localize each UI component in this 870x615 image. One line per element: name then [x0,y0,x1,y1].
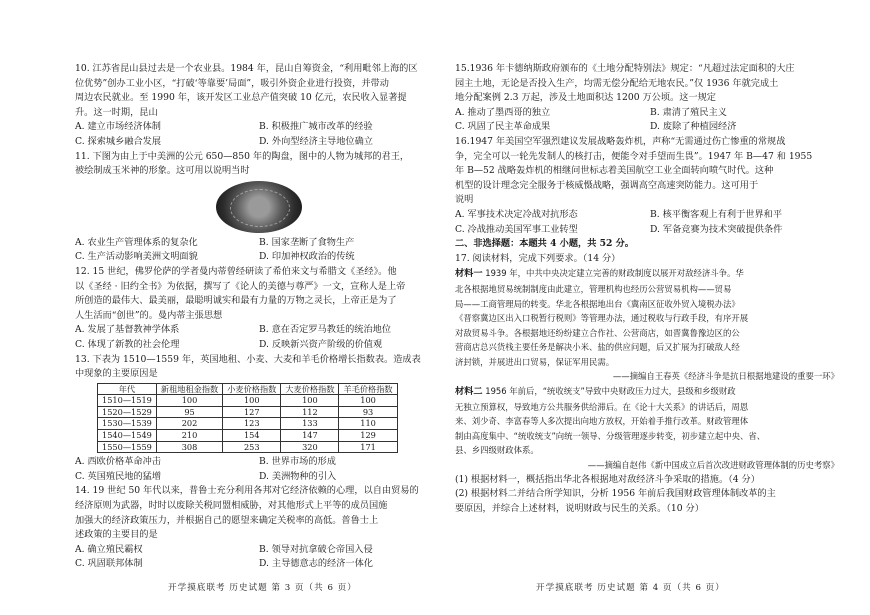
question-12 [75,265,443,353]
material-text: 局——工商管理局的转变。华北各根据地出台《冀南区征收外贸入境税办法》 [455,298,740,309]
question-text: 经济原则为武器，时时以废除关税同盟相威胁，对其他形式上平等的成员国施 [75,500,388,512]
material-text: 制由高度集中、“统收统支”向统一领导、分级管理逐步转变，初步建立起中央、省、 [455,430,766,441]
question-17 [455,252,845,517]
options [75,236,443,265]
option-b: B. 领导对抗拿破仑帝国入侵 [259,543,373,555]
table-cell: 202 [156,418,222,430]
table-cell: 100 [339,395,397,407]
table-header: 大麦价格指数 [281,383,339,395]
material-text: 《晋察冀边区出入口税暂行税则》等管理办法，通过税收与行政手段，有序开展 [455,313,749,324]
option-c: C. 巩固了民主革命成果 [455,121,551,133]
material-text: 北各根据地贸易统制制度由此建立，管理机构也经历公营贸易机构——贸易 [455,283,732,294]
table-header: 新租地租金指数 [156,383,222,395]
table-row [98,418,398,430]
table-row [98,406,398,418]
table-row [98,441,398,453]
table-cell: 1530—1539 [98,418,157,430]
option-b: B. 国家垄断了食物生产 [259,236,355,248]
options [75,120,443,149]
option-a: A. 建立市场经济体制 [75,121,161,133]
question-14 [75,484,443,572]
section-heading: 二、非选择题：本题共 4 小题，共 52 分。 [455,238,634,250]
question-15 [455,62,845,135]
table-cell: 100 [281,395,339,407]
table-row [98,395,398,407]
requirement: (1) 根据材料一，概括指出华北各根据地对敌经济斗争采取的措施。（4 分） [455,473,760,485]
table-cell: 320 [281,441,339,453]
table-cell: 1540—1549 [98,430,157,442]
material-text: 无独立预算权，导致地方公共服务供给滞后。在《论十大关系》的讲话后，周恩 [455,401,749,412]
question-text: 争，完全可以一轮先发制人的核打击，便能令对手望而生畏”。1947 年 B—47 和 1955 [455,150,813,162]
page-footer-left: 开学摸底联考 历史试题 第 3 页（共 6 页） [168,583,357,593]
table-header: 小麦价格指数 [223,383,281,395]
table-cell: 253 [223,441,281,453]
options [75,455,443,484]
question-text: 14. 19 世纪 50 年代以来，普鲁士充分利用各邦对它经济依赖的心理，以自由贸易的 [75,485,419,497]
question-text: 17. 阅读材料，完成下列要求。（14 分） [455,252,621,264]
options [75,323,443,352]
question-text: 中现象的主要原因是 [75,368,158,380]
material-text: 济封锁，并展进出口贸易，保证军用民需。 [455,356,615,367]
option-c: C. 探索城乡融合发展 [75,135,162,147]
material-1 [455,266,845,384]
table-cell: 1510—1519 [98,395,157,407]
question-text: 15.1936 年卡德纳斯政府颁布的《土地分配特别法》规定：“凡超过法定面积的大庄 [455,63,795,74]
option-c: C. 体现了新教的社会伦理 [75,338,180,350]
table-header: 羊毛价格指数 [339,383,397,395]
option-b: B. 积极推广城市改革的经验 [259,121,373,133]
option-b: B. 意在否定罗马教廷的统治地位 [259,324,392,336]
question-text: 16.1947 年美国空军强烈建议发展战略轰炸机，声称“无需通过伤亡惨重的常规战 [455,135,786,147]
options [455,106,845,135]
option-c: C. 英国殖民地的猛增 [75,470,162,482]
question-10 [75,62,443,150]
table-cell: 127 [223,406,281,418]
price-index-table [97,383,398,454]
question-text: 被绘制成玉米神的形象。这可用以说明当时 [75,165,250,177]
question-text: 园主土地，无论是否投入生产，均需无偿分配给无地农民。”仅 1936 年就完成土 [455,77,779,89]
material-text: 县、乡四级财政体系。 [455,445,539,456]
table-cell: 100 [223,395,281,407]
table-cell: 129 [339,430,397,442]
option-d: D. 军备竞赛为技术突破提供条件 [650,223,783,235]
table-cell: 1550—1559 [98,441,157,453]
option-d: D. 废除了种植园经济 [650,121,737,133]
question-text: 位优势”创办工业小区，“打破‘等靠要’局面”，吸引外资企业进行投资，并带动 [75,77,389,89]
option-d: D. 外向型经济主导地位确立 [259,135,373,147]
citation: ——摘编自赵伟《新中国成立后首次改进财政管理体制的历史考察》 [587,460,839,471]
maya-plate-image [216,181,302,233]
table-cell: 100 [156,395,222,407]
table-cell: 93 [339,406,397,418]
option-d: D. 美洲物种的引入 [259,470,337,482]
question-text: 升。这一时期，昆山 [75,106,158,118]
option-a: A. 发展了基督教神学体系 [75,324,180,336]
question-text: 述政策的主要目的是 [75,529,158,541]
option-b: B. 肃清了殖民主义 [650,106,727,118]
table-cell: 123 [223,418,281,430]
option-c: C. 生产活动影响美洲文明面貌 [75,251,198,263]
table-cell: 1520—1529 [98,406,157,418]
material-label: 材料二 [455,386,483,398]
table-cell: 308 [156,441,222,453]
question-13 [75,353,443,485]
question-text: 说明 [455,194,474,206]
question-text: 地分配案例 2.3 万起，涉及土地面积达 1200 万公顷。这一规定 [455,92,716,104]
option-a: A. 西欧价格革命冲击 [75,456,161,468]
requirement: (2) 根据材料二并结合所学知识，分析 1956 年前后我国财政管理体制改革的主 [455,488,776,500]
option-c: C. 巩固联邦体制 [75,558,143,570]
table-cell: 210 [156,430,222,442]
option-a: A. 农业生产管理体系的复杂化 [75,236,198,248]
option-a: A. 确立殖民霸权 [75,543,143,555]
option-d: D. 反映新兴资产阶级的价值观 [259,338,383,350]
left-page [75,62,443,572]
material-text: 来、刘少奇、李富春等人多次提出向地方放权，开始着手推行改革。财政管理体 [455,416,749,427]
option-d: D. 主导德意志的经济一体化 [259,558,373,570]
question-text: 10. 江苏省昆山县过去是一个农业县。1984 年，昆山自筹资金，“利用毗邻上海的区 [75,63,418,74]
material-text: 1956 年前后，“统收统支”导致中央财政压力过大，县级和乡级财政 [485,386,736,397]
table-row [98,430,398,442]
option-a: A. 军事技术决定冷战对抗形态 [455,208,578,220]
option-c: C. 冷战推动美国军事工业转型 [455,223,578,235]
question-text: 13. 下表为 1510—1559 年，英国地租、小麦、大麦和羊毛价格增长指数表。造成表 [75,353,421,365]
table-cell: 112 [281,406,339,418]
option-b: B. 核平衡客观上有利于世界和平 [650,208,783,220]
option-d: D. 印加神权政治的传统 [259,251,355,263]
right-page [455,62,845,516]
material-text: 1939 年，中共中央决定建立完善的财政制度以展开对敌经济斗争。华 [485,268,744,279]
question-16 [455,135,845,237]
option-a: A. 推动了墨西哥的独立 [455,106,551,118]
table-header: 年代 [98,383,157,395]
question-text: 人生活而“创世”的。曼内蒂主張思想 [75,309,223,321]
table-cell: 110 [339,418,397,430]
question-text: 机型的设计理念完全服务于核威慑战略，强调高空高速突防能力。这可用于 [455,179,759,191]
table-cell: 133 [281,418,339,430]
question-text: 以《圣经 · 旧约全书》为依据，撰写了《论人的美德与尊严》一文，宣称人是上帝 [75,280,406,292]
question-text: 年 B—52 战略轰炸机的相继问世标志着美国航空工业全面转向喷气时代。这种 [455,165,774,177]
material-2 [455,384,845,473]
options [75,543,443,572]
table-cell: 147 [281,430,339,442]
table-header-row [98,383,398,395]
question-text: 11. 下图为由上于中美洲的公元 650—850 年的陶盘，图中的人物为城邦的君王， [75,150,410,162]
question-11 [75,150,443,265]
option-b: B. 世界市场的形成 [259,456,336,468]
options [455,208,845,237]
table-cell: 171 [339,441,397,453]
table-cell: 95 [156,406,222,418]
citation: ——摘编自王春英《经济斗争是抗日根据地建设的重要一环》 [612,371,839,382]
question-text: 加强大的经济政策压力，并根据自己的愿望来确定关税率的高低。普鲁士上 [75,514,379,526]
table-cell: 154 [223,430,281,442]
question-text: 所创造的最伟大、最美丽，最聪明诚实和最有力量的万物之灵长，上帝正是为了 [75,295,397,307]
page-footer-right: 开学摸底联考 历史试题 第 4 页（共 6 页） [536,583,725,593]
question-text: 周边农民就业。至 1990 年，该开发区工业总产值突破 10 亿元，农民收入显著提 [75,92,407,104]
material-text: 营商店总兴货栈主要任务是解决小米、盐的供应问题，后又扩展为打破敌人经 [455,342,740,353]
material-label: 材料一 [455,268,483,280]
question-text: 12. 15 世纪，佛罗伦萨的学者曼内蒂曾经研读了希伯来文与希腊文《圣经》。他 [75,265,397,277]
requirement: 要原因，并综合上述材料，说明财政与民生的关系。（10 分） [455,502,704,514]
material-text: 对敌贸易斗争。各根据地还纷纷建立合作社、公营商店，如晋冀鲁豫边区的公 [455,327,740,338]
